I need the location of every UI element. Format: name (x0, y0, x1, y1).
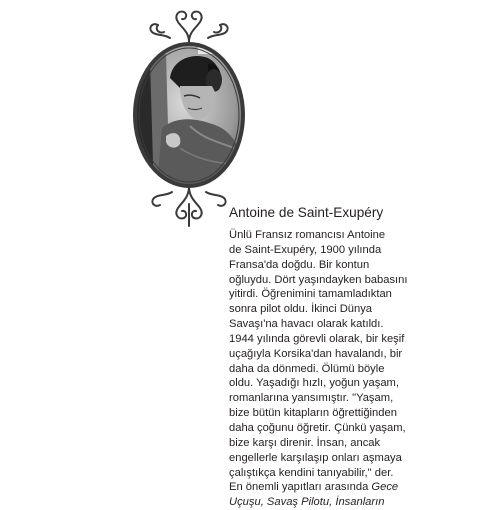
top-flourish (150, 12, 227, 42)
biography-text: bize karşı direnir. İnsan, ancak (229, 436, 381, 449)
biography-line (229, 406, 399, 421)
biography-text: çalıştıkça kendini tanıyabilir," der. (229, 466, 394, 479)
biography-text: uçağıyla Korsika'dan havalandı, bir (229, 347, 403, 360)
biography-line (229, 376, 399, 391)
author-portrait-frame (120, 8, 258, 230)
author-biography (229, 228, 408, 510)
biography-italic-text: Gece (371, 481, 399, 494)
biography-line (229, 362, 399, 377)
biography-line (229, 421, 406, 436)
biography-line (229, 273, 408, 288)
biography-text: 1944 yılında görevli olarak, bir keşif (229, 332, 405, 345)
ornamental-frame (120, 8, 258, 230)
biography-line (229, 243, 399, 258)
biography-text: de Saint-Exupéry, 1900 yılında (229, 243, 382, 256)
biography-text: daha çoğunu öğretir. Çünkü yaşam, (229, 421, 406, 434)
biography-text: Ünlü Fransız romancısı Antoine (229, 229, 386, 241)
biography-text: romanlarına yansımıştır. "Yaşam, (229, 392, 394, 405)
biography-line (229, 436, 399, 451)
biography-line (229, 258, 399, 273)
biography-line (229, 391, 399, 406)
biography-line (229, 480, 399, 495)
biography-text: oldu. Yaşadığı hızlı, yoğun yaşam, (229, 377, 399, 390)
biography-text: Fransa'da doğdu. Bir kontun (229, 258, 370, 271)
biography-line (229, 228, 399, 243)
biography-text: oğluydu. Dört yaşındayken babasını (229, 273, 408, 286)
biography-line (229, 302, 399, 317)
biography-line (229, 347, 403, 362)
biography-text: sonra pilot oldu. İkinci Dünya (229, 303, 373, 316)
biography-text: engellerle karşılaşıp onları aşmaya (229, 451, 402, 464)
biography-line (229, 451, 402, 466)
biography-line (229, 332, 405, 347)
biography-line (229, 495, 399, 510)
biography-text: Savaşı'na havacı olarak katıldı. (229, 318, 384, 331)
biography-italic-text: Uçuşu, Savaş Pilotu, İnsanların (229, 496, 385, 509)
biography-text: daha da dönmedi. Ölümü böyle (229, 362, 385, 375)
biography-line (229, 317, 399, 332)
biography-text: yitirdi. Öğrenimini tamamladıktan (229, 288, 392, 301)
biography-text: bize bütün kitapların öğrettiğinden (229, 407, 397, 420)
bottom-flourish (152, 186, 225, 226)
biography-text: En önemli yapıtları arasında (229, 481, 372, 494)
biography-line (229, 466, 399, 481)
biography-line (229, 287, 399, 302)
portrait-photo (130, 38, 250, 198)
author-name-heading: Antoine de Saint-Exupéry (229, 205, 384, 220)
